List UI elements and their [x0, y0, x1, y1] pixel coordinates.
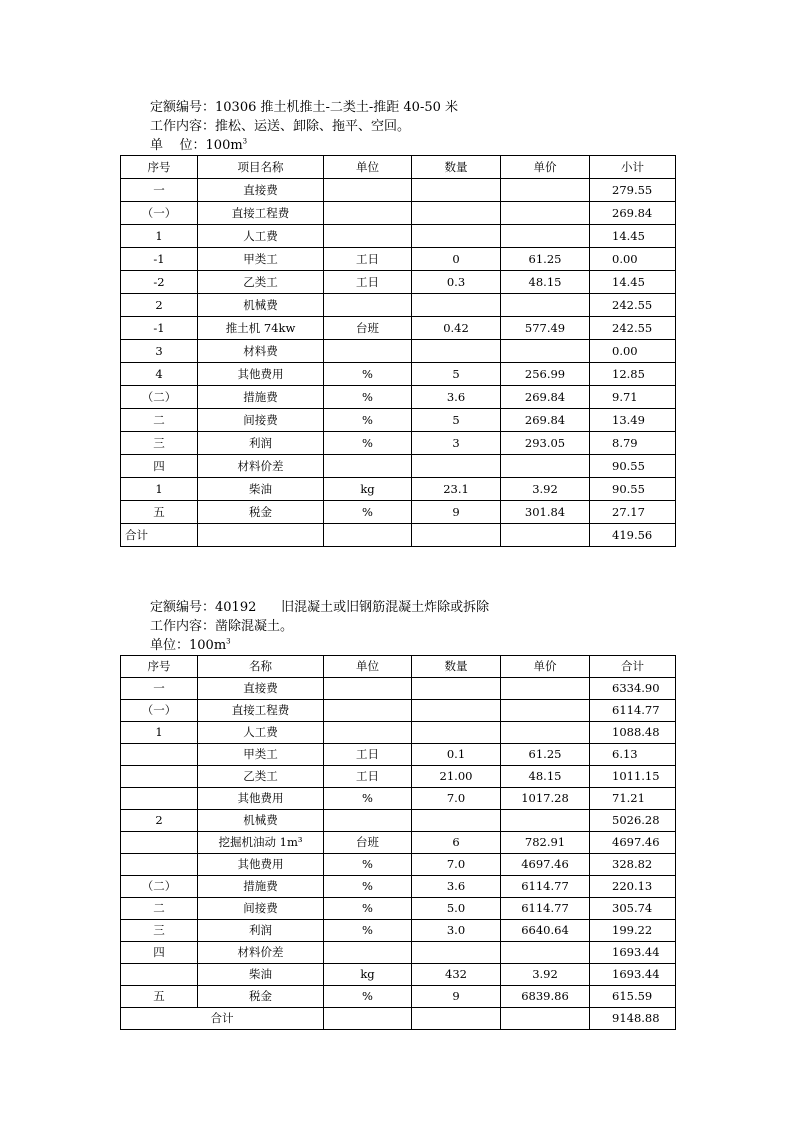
col-unit: % — [324, 986, 412, 1008]
col-price — [501, 202, 590, 225]
table-row — [121, 898, 676, 920]
col-qty: 0.3 — [412, 271, 501, 294]
col-seq: -2 — [121, 271, 198, 294]
col-price — [501, 700, 590, 722]
col-price: 293.05 — [501, 432, 590, 455]
col-amount: 220.13 — [590, 876, 676, 898]
col-unit — [324, 524, 412, 547]
col-unit — [324, 340, 412, 363]
col-amount: 6334.90 — [590, 678, 676, 700]
col-qty: 5 — [412, 363, 501, 386]
col-seq: （二） — [121, 876, 198, 898]
table-row — [121, 788, 676, 810]
quota-table-1 — [120, 155, 676, 547]
col-amount: 1088.48 — [590, 722, 676, 744]
col-qty — [412, 942, 501, 964]
header-col-qty: 数量 — [412, 156, 501, 179]
empty-cell — [412, 1008, 501, 1030]
col-price — [501, 942, 590, 964]
col-unit: kg — [324, 478, 412, 501]
col-amount: 12.85 — [590, 363, 676, 386]
table-row — [121, 810, 676, 832]
table-row — [121, 832, 676, 854]
col-name: 间接费 — [198, 898, 324, 920]
col-seq: 三 — [121, 920, 198, 942]
col-seq: -1 — [121, 248, 198, 271]
table-row — [121, 700, 676, 722]
col-amount: 0.00 — [590, 340, 676, 363]
table-row — [121, 678, 676, 700]
col-qty — [412, 455, 501, 478]
col-qty: 5.0 — [412, 898, 501, 920]
col-qty — [412, 179, 501, 202]
col-name: 挖掘机油动 1m³ — [198, 832, 324, 854]
col-seq — [121, 832, 198, 854]
col-price: 6114.77 — [501, 876, 590, 898]
col-name: 柴油 — [198, 964, 324, 986]
col-name: 甲类工 — [198, 744, 324, 766]
col-name: 机械费 — [198, 810, 324, 832]
col-unit — [324, 455, 412, 478]
col-name: 间接费 — [198, 409, 324, 432]
col-name: 直接工程费 — [198, 202, 324, 225]
col-amount: 4697.46 — [590, 832, 676, 854]
col-unit: % — [324, 788, 412, 810]
col-seq: 五 — [121, 501, 198, 524]
col-seq: 1 — [121, 722, 198, 744]
empty-cell — [501, 1008, 590, 1030]
col-amount: 14.45 — [590, 225, 676, 248]
col-qty — [412, 294, 501, 317]
table-row — [121, 942, 676, 964]
col-unit: 工日 — [324, 766, 412, 788]
col-name: 利润 — [198, 920, 324, 942]
col-seq: （二） — [121, 386, 198, 409]
col-price: 3.92 — [501, 478, 590, 501]
col-price — [501, 678, 590, 700]
col-seq: 一 — [121, 179, 198, 202]
col-amount: 242.55 — [590, 317, 676, 340]
col-amount: 199.22 — [590, 920, 676, 942]
header-col-seq: 序号 — [121, 656, 198, 678]
col-price: 577.49 — [501, 317, 590, 340]
col-amount: 0.00 — [590, 248, 676, 271]
col-qty — [412, 524, 501, 547]
col-price: 61.25 — [501, 248, 590, 271]
col-amount: 14.45 — [590, 271, 676, 294]
col-unit: % — [324, 363, 412, 386]
table-row — [121, 271, 676, 294]
col-unit — [324, 722, 412, 744]
header-col-price: 单价 — [501, 656, 590, 678]
col-seq: （一） — [121, 700, 198, 722]
table-row — [121, 920, 676, 942]
table-row — [121, 386, 676, 409]
col-amount: 328.82 — [590, 854, 676, 876]
table-row — [121, 340, 676, 363]
col-name: 人工费 — [198, 225, 324, 248]
col-price: 61.25 — [501, 744, 590, 766]
col-seq — [121, 788, 198, 810]
col-qty: 6 — [412, 832, 501, 854]
col-unit: 工日 — [324, 744, 412, 766]
col-unit: 台班 — [324, 832, 412, 854]
col-name: 材料费 — [198, 340, 324, 363]
col-qty — [412, 700, 501, 722]
col-name: 材料价差 — [198, 455, 324, 478]
col-unit: 台班 — [324, 317, 412, 340]
work-content-line: 工作内容：推松、运送、卸除、拖平、空回。 — [150, 119, 411, 134]
col-name: 直接费 — [198, 179, 324, 202]
col-unit: % — [324, 854, 412, 876]
table-row — [121, 202, 676, 225]
col-qty — [412, 202, 501, 225]
col-unit: 工日 — [324, 248, 412, 271]
total-label: 合计 — [121, 1008, 324, 1030]
col-name: 其他费用 — [198, 788, 324, 810]
col-unit — [324, 678, 412, 700]
table-row — [121, 986, 676, 1008]
unit-line: 单位：$100m^3$ — [150, 637, 231, 653]
total-row — [121, 1008, 676, 1030]
table-row — [121, 225, 676, 248]
col-seq: 2 — [121, 294, 198, 317]
table-header-row — [121, 656, 676, 678]
col-seq: 1 — [121, 478, 198, 501]
col-name: 人工费 — [198, 722, 324, 744]
col-unit: % — [324, 386, 412, 409]
table-row — [121, 455, 676, 478]
table-row — [121, 478, 676, 501]
header-col-amount: 小计 — [590, 156, 676, 179]
col-amount: 27.17 — [590, 501, 676, 524]
col-amount: 419.56 — [590, 524, 676, 547]
col-amount: 8.79 — [590, 432, 676, 455]
quota-section-10306 — [120, 98, 675, 547]
col-price: 782.91 — [501, 832, 590, 854]
col-name: 其他费用 — [198, 854, 324, 876]
empty-cell — [324, 1008, 412, 1030]
col-price — [501, 722, 590, 744]
col-amount: 615.59 — [590, 986, 676, 1008]
quota-section-40192 — [120, 598, 675, 1030]
col-amount: 6114.77 — [590, 700, 676, 722]
col-price — [501, 455, 590, 478]
col-price: 48.15 — [501, 766, 590, 788]
col-price — [501, 225, 590, 248]
header-col-unit: 单位 — [324, 156, 412, 179]
col-name: 机械费 — [198, 294, 324, 317]
quota-table-2 — [120, 655, 676, 1030]
col-price: 6839.86 — [501, 986, 590, 1008]
col-unit — [324, 179, 412, 202]
table-row — [121, 964, 676, 986]
col-amount: 9.71 — [590, 386, 676, 409]
col-price — [501, 179, 590, 202]
col-unit — [324, 810, 412, 832]
col-name: 措施费 — [198, 386, 324, 409]
col-qty: 3.0 — [412, 920, 501, 942]
col-unit: % — [324, 920, 412, 942]
col-unit: 工日 — [324, 271, 412, 294]
col-qty: 0.1 — [412, 744, 501, 766]
col-price: 301.84 — [501, 501, 590, 524]
col-price: 256.99 — [501, 363, 590, 386]
col-unit — [324, 202, 412, 225]
col-amount: 6.13 — [590, 744, 676, 766]
col-unit — [324, 700, 412, 722]
col-price — [501, 810, 590, 832]
col-price: 6640.64 — [501, 920, 590, 942]
col-seq — [121, 854, 198, 876]
table-row — [121, 524, 676, 547]
col-seq: 4 — [121, 363, 198, 386]
col-amount: 305.74 — [590, 898, 676, 920]
col-unit — [324, 225, 412, 248]
col-name: 税金 — [198, 986, 324, 1008]
col-qty: 7.0 — [412, 788, 501, 810]
col-qty: 3.6 — [412, 876, 501, 898]
col-name — [198, 524, 324, 547]
table-row — [121, 744, 676, 766]
col-unit: % — [324, 432, 412, 455]
col-qty: 0 — [412, 248, 501, 271]
col-price: 4697.46 — [501, 854, 590, 876]
table-row — [121, 317, 676, 340]
quota-code-line: 定额编号：10306 推土机推土-二类土-推距 40-50 米 — [150, 100, 459, 115]
col-name: 直接工程费 — [198, 700, 324, 722]
table-header-row — [121, 156, 676, 179]
col-unit: % — [324, 898, 412, 920]
col-qty — [412, 810, 501, 832]
col-name: 税金 — [198, 501, 324, 524]
header-col-name: 项目名称 — [198, 156, 324, 179]
col-seq: 四 — [121, 942, 198, 964]
col-seq: 1 — [121, 225, 198, 248]
col-seq: 合计 — [121, 524, 198, 547]
table-row — [121, 722, 676, 744]
col-price: 3.92 — [501, 964, 590, 986]
col-seq: 四 — [121, 455, 198, 478]
col-unit: kg — [324, 964, 412, 986]
col-amount: 242.55 — [590, 294, 676, 317]
col-name: 乙类工 — [198, 766, 324, 788]
col-amount: 269.84 — [590, 202, 676, 225]
unit-line: 单 位：$100m^3$ — [150, 137, 248, 153]
col-amount: 1693.44 — [590, 942, 676, 964]
table-row — [121, 179, 676, 202]
col-qty: 23.1 — [412, 478, 501, 501]
col-name: 其他费用 — [198, 363, 324, 386]
col-qty: 3 — [412, 432, 501, 455]
col-seq: （一） — [121, 202, 198, 225]
table-row — [121, 766, 676, 788]
header-col-qty: 数量 — [412, 656, 501, 678]
col-unit — [324, 942, 412, 964]
table-row — [121, 248, 676, 271]
col-price: 269.84 — [501, 409, 590, 432]
table-row — [121, 854, 676, 876]
col-name: 推土机 74kw — [198, 317, 324, 340]
col-amount: 90.55 — [590, 455, 676, 478]
header-col-amount: 合计 — [590, 656, 676, 678]
col-qty: 432 — [412, 964, 501, 986]
col-qty: 5 — [412, 409, 501, 432]
col-seq — [121, 964, 198, 986]
col-seq: 3 — [121, 340, 198, 363]
col-qty — [412, 678, 501, 700]
col-amount: 1011.15 — [590, 766, 676, 788]
col-name: 柴油 — [198, 478, 324, 501]
col-amount: 1693.44 — [590, 964, 676, 986]
header-col-seq: 序号 — [121, 156, 198, 179]
table-row — [121, 432, 676, 455]
table-row — [121, 876, 676, 898]
col-name: 材料价差 — [198, 942, 324, 964]
col-name: 措施费 — [198, 876, 324, 898]
col-amount: 71.21 — [590, 788, 676, 810]
col-unit — [324, 294, 412, 317]
col-seq: 五 — [121, 986, 198, 1008]
table-row — [121, 363, 676, 386]
col-unit: % — [324, 501, 412, 524]
col-seq — [121, 744, 198, 766]
col-seq: 一 — [121, 678, 198, 700]
col-qty: 0.42 — [412, 317, 501, 340]
col-unit: % — [324, 876, 412, 898]
col-price — [501, 340, 590, 363]
quota-code-line: 定额编号：40192 旧混凝土或旧钢筋混凝土炸除或拆除 — [150, 600, 490, 615]
col-qty: 21.00 — [412, 766, 501, 788]
header-col-name: 名称 — [198, 656, 324, 678]
col-name: 甲类工 — [198, 248, 324, 271]
col-seq: 2 — [121, 810, 198, 832]
col-price — [501, 524, 590, 547]
table-row — [121, 294, 676, 317]
col-qty — [412, 722, 501, 744]
col-qty — [412, 340, 501, 363]
col-name: 直接费 — [198, 678, 324, 700]
col-price: 48.15 — [501, 271, 590, 294]
table-row — [121, 501, 676, 524]
col-seq: 二 — [121, 409, 198, 432]
col-name: 乙类工 — [198, 271, 324, 294]
col-qty — [412, 225, 501, 248]
col-qty: 3.6 — [412, 386, 501, 409]
col-amount: 90.55 — [590, 478, 676, 501]
table-row — [121, 409, 676, 432]
col-name: 利润 — [198, 432, 324, 455]
col-price: 1017.28 — [501, 788, 590, 810]
header-col-price: 单价 — [501, 156, 590, 179]
col-unit: % — [324, 409, 412, 432]
col-seq — [121, 766, 198, 788]
col-amount: 5026.28 — [590, 810, 676, 832]
col-qty: 7.0 — [412, 854, 501, 876]
col-amount: 13.49 — [590, 409, 676, 432]
col-seq: -1 — [121, 317, 198, 340]
col-qty: 9 — [412, 986, 501, 1008]
col-seq: 三 — [121, 432, 198, 455]
work-content-line: 工作内容：凿除混凝土。 — [150, 619, 294, 634]
col-qty: 9 — [412, 501, 501, 524]
col-price — [501, 294, 590, 317]
col-price: 269.84 — [501, 386, 590, 409]
col-amount: 279.55 — [590, 179, 676, 202]
col-price: 6114.77 — [501, 898, 590, 920]
header-col-unit: 单位 — [324, 656, 412, 678]
col-seq: 二 — [121, 898, 198, 920]
total-value: 9148.88 — [590, 1008, 676, 1030]
